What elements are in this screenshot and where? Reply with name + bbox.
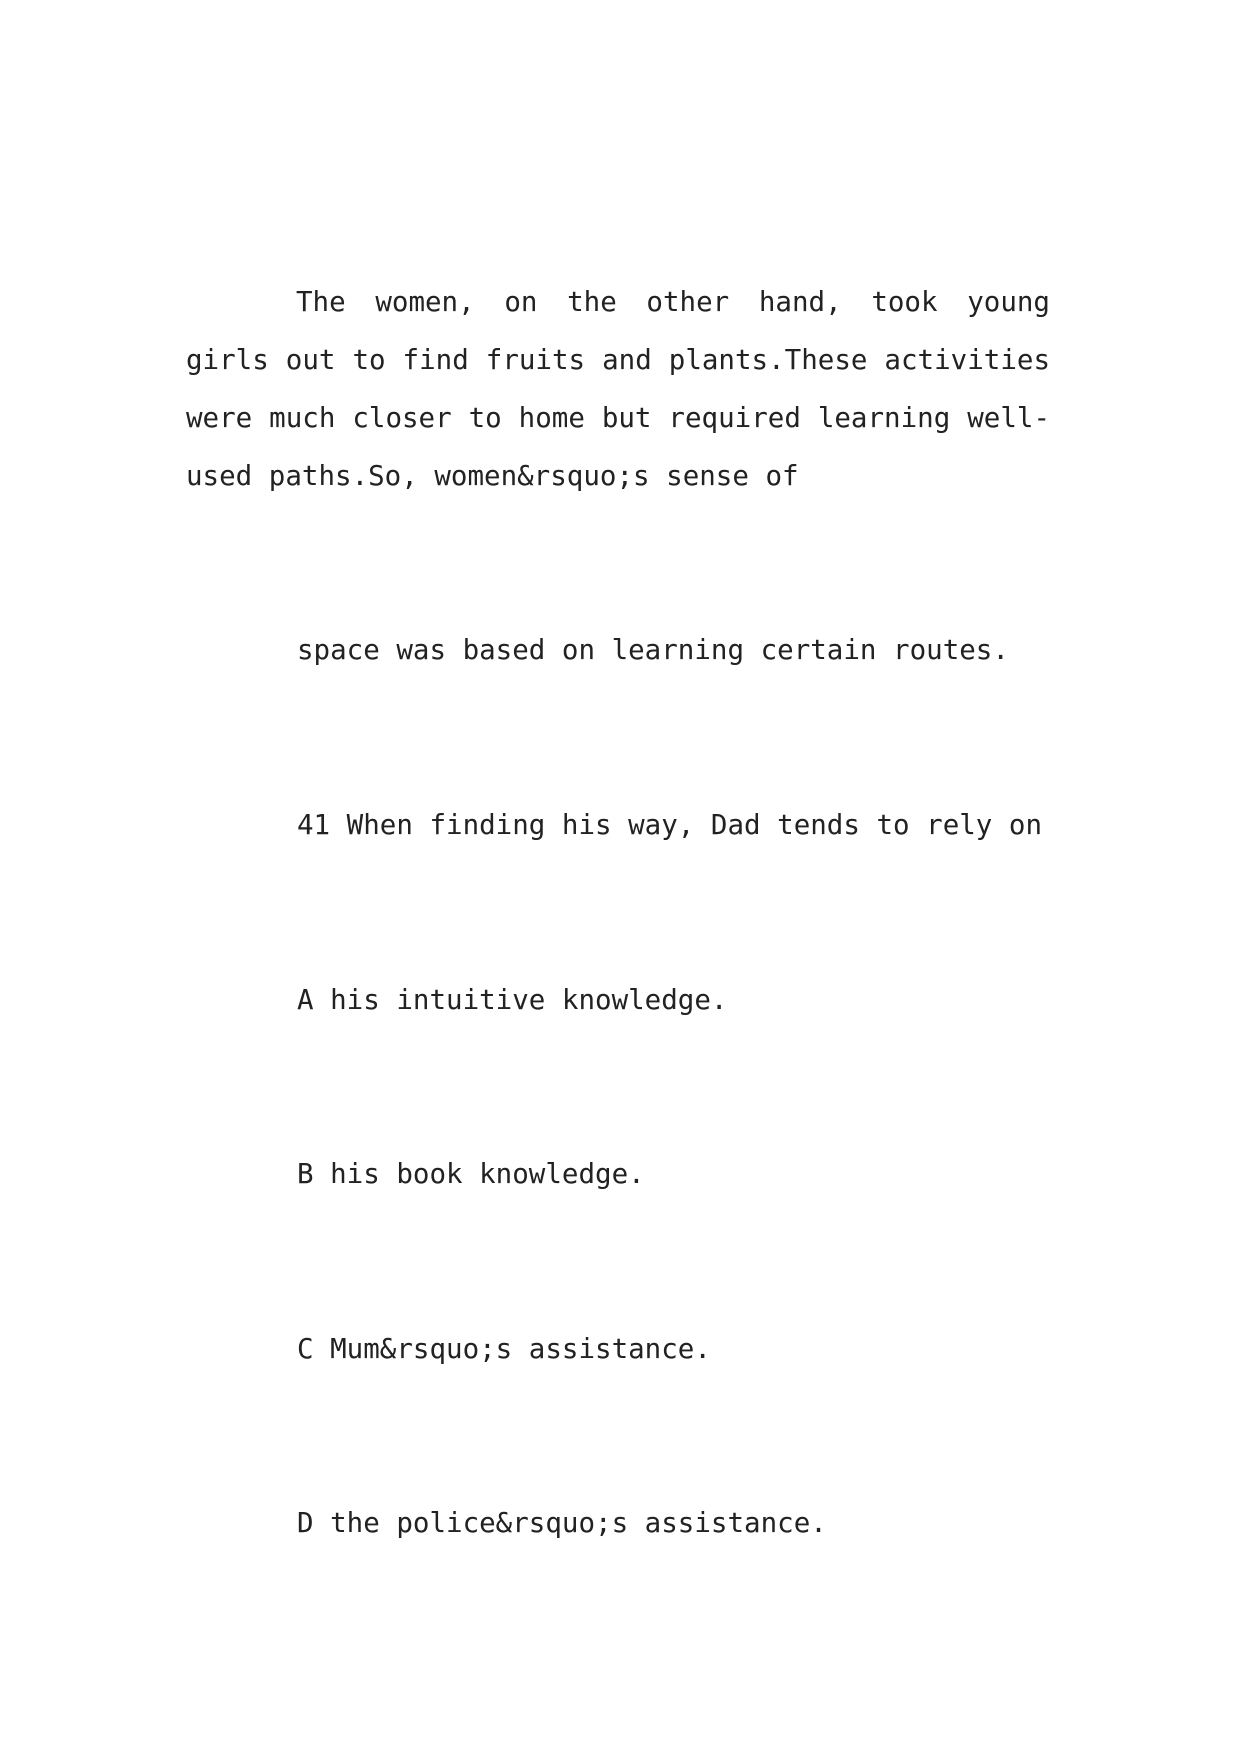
body-paragraph (186, 273, 1050, 505)
body-paragraph-continuation: space was based on learning certain routes. (297, 634, 1009, 666)
question-stem: 41 When finding his way, Dad tends to rely on (297, 809, 1043, 841)
option-a: A his intuitive knowledge. (297, 984, 728, 1016)
option-b: B his book knowledge. (297, 1158, 645, 1190)
option-c: C Mum&rsquo;s assistance. (297, 1333, 711, 1365)
paragraph-text: The women, on the other hand, took young girls out to find fruits and plants.These activities were much closer to home but required learning well-used paths.So, women&rsquo;s sense of (186, 286, 1050, 492)
option-d: D the police&rsquo;s assistance. (297, 1507, 827, 1539)
